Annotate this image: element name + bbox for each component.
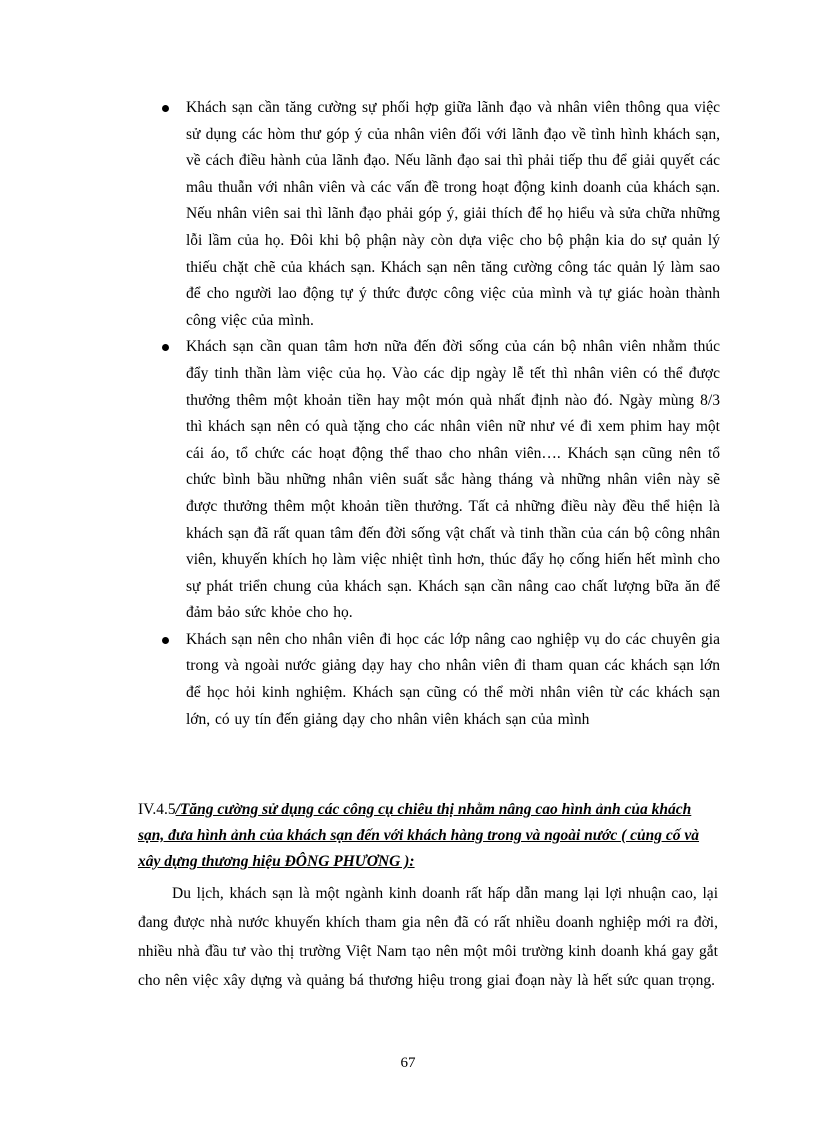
bullet-item [160, 334, 720, 627]
bullet-dot-icon [162, 637, 169, 644]
section-number: IV.4.5 [138, 801, 176, 818]
body-paragraph: Du lịch, khách sạn là một ngành kinh doanh rất hấp dẫn mang lại lợi nhuận cao, lại đang được nhà nước khuyến khích tham gia nên đã có rất nhiều doanh nghiệp mới ra đời, nhiều nhà đầu tư vào thị trường Việt Nam tạo nên một môi trường kinh doanh khá gay gắt cho nên việc xây dựng và quảng bá thương hiệu trong giai đoạn này là hết sức quan trọng. [138, 885, 718, 989]
bullet-text: Khách sạn nên cho nhân viên đi học các lớp nâng cao nghiệp vụ do các chuyên gia trong và ngoài nước giảng dạy hay cho nhân viên đi tham quan các khách sạn lớn để học hỏi kinh nghiệm. Khách sạn cũng có thể mời nhân viên từ các khách sạn lớn, có uy tín đến giảng dạy cho nhân viên khách sạn của mình [186, 630, 720, 728]
bullet-dot-icon [162, 105, 169, 112]
bullet-text: Khách sạn cần tăng cường sự phối hợp giữa lãnh đạo và nhân viên thông qua việc sử dụng các hòm thư góp ý của nhân viên đối với lãnh đạo về tình hình khách sạn, về cách điều hành của lãnh đạo. Nếu lãnh đạo sai thì phải tiếp thu để giải quyết các mâu thuẫn với nhân viên và các vấn đề trong hoạt động kinh doanh của khách sạn. Nếu nhân viên sai thì lãnh đạo phải góp ý, giải thích để họ hiểu và sửa chữa những lỗi lầm của họ. Đôi khi bộ phận này còn dựa việc cho bộ phận kia do sự quản lý thiếu chặt chẽ của khách sạn. Khách sạn nên tăng cường công tác quản lý làm sao để cho người lao động tự ý thức được công việc của mình và tự giác hoàn thành công việc của mình. [186, 99, 720, 329]
bullet-dot-icon [162, 344, 169, 351]
page-number: 67 [400, 1055, 416, 1071]
section-title: /Tăng cường sử dụng các công cụ chiêu thị nhằm nâng cao hình ảnh của khách sạn, đưa hình ảnh của khách sạn đến với khách hàng trong và ngoài nước ( củng cố và xây dựng thương hiệu ĐÔNG PHƯƠNG ): [138, 801, 700, 870]
bullet-item [160, 627, 720, 733]
bullet-list [160, 95, 720, 733]
bullet-text: Khách sạn cần quan tâm hơn nữa đến đời sống của cán bộ nhân viên nhằm thúc đẩy tinh thần làm việc của họ. Vào các dịp ngày lễ tết thì nhân viên có thể được thưởng thêm một khoản tiền hay một món quà nhất định nào đó. Ngày mùng 8/3 thì khách sạn nên có quà tặng cho các nhân viên nữ như vé đi xem phim hay một cái áo, tổ chức các hoạt động thể thao cho nhân viên…. Khách sạn cũng nên tổ chức bình bầu những nhân viên suất sắc hàng tháng và những nhân viên này sẽ được thưởng thêm một khoản tiền thưởng. Tất cả những điều này đều thể hiện là khách sạn đã rất quan tâm đến đời sống vật chất và tinh thần của cán bộ công nhân viên, khuyến khích họ làm việc nhiệt tình hơn, thúc đẩy họ cống hiến hết mình cho sự phát triển chung của khách sạn. Khách sạn cần nâng cao chất lượng bữa ăn để đảm bảo sức khỏe cho họ. [186, 338, 720, 622]
bullet-item [160, 95, 720, 334]
section-heading [138, 797, 718, 875]
